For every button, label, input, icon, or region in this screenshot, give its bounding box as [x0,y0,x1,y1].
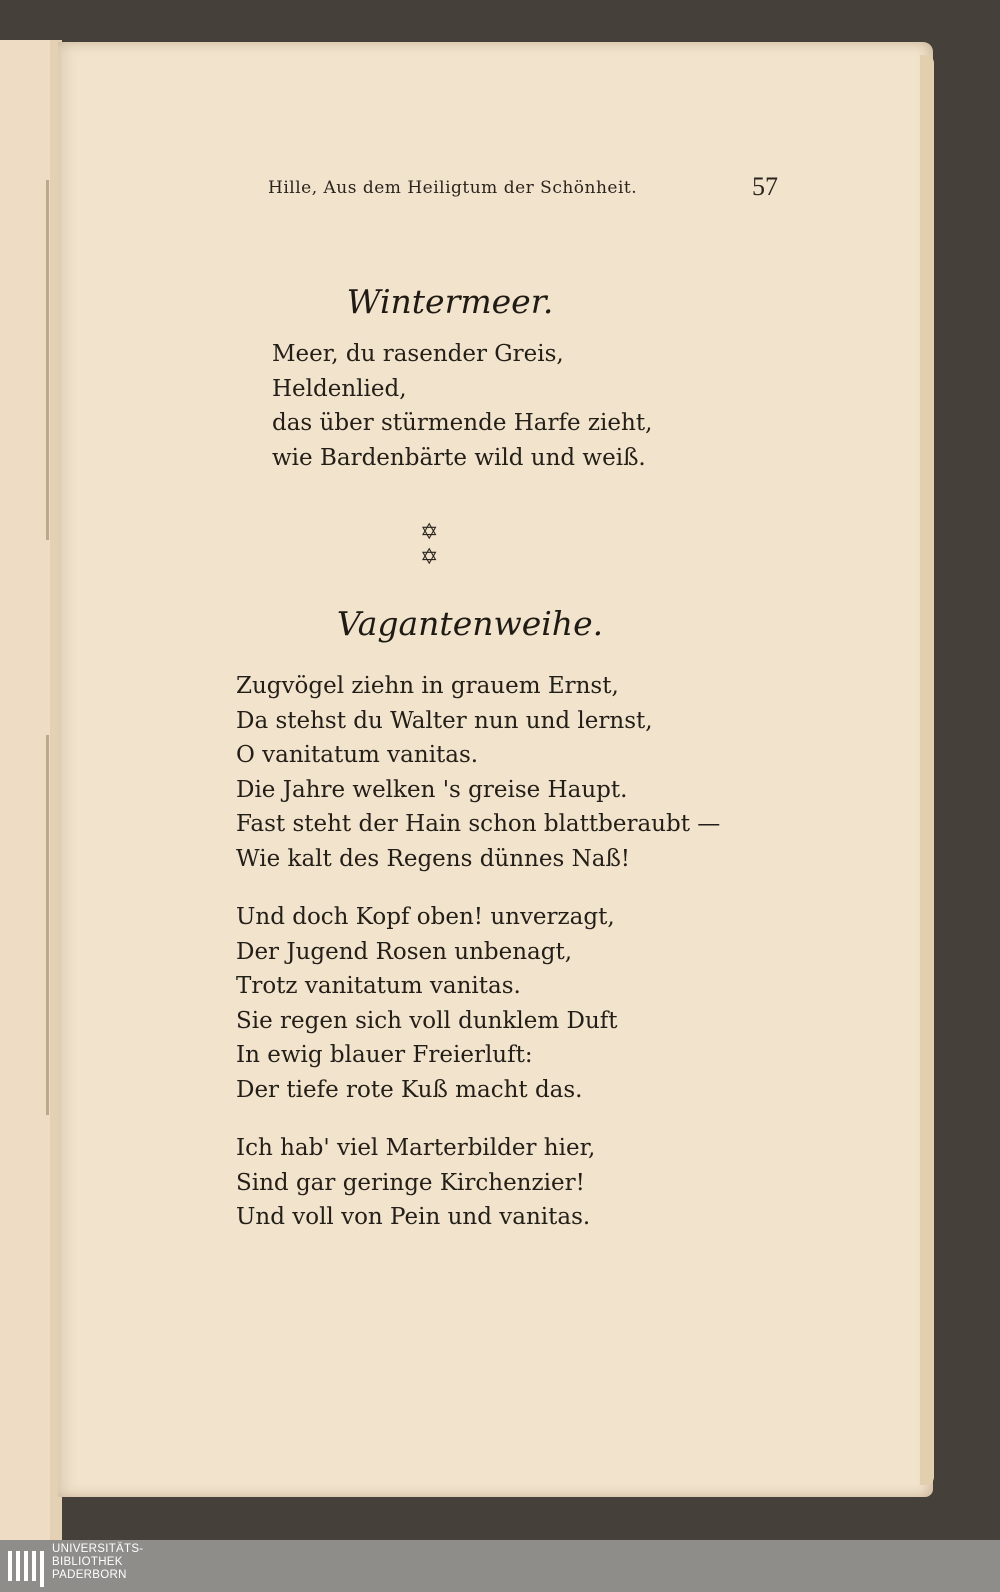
verse-line: Zugvögel ziehn in grauem Ernst, [236,673,619,699]
verse-line: Sind gar geringe Kirchenzier! [236,1169,585,1196]
poem-title: Wintermeer. [346,282,554,321]
library-logo-text [52,1543,143,1582]
footer-bar [0,1540,1000,1592]
binding-stitch [46,735,49,1115]
verse-line: Heldenlied, [272,375,407,402]
logo-line: UNIVERSITÄTS- [52,1543,144,1555]
verse-line: Ich hab' viel Marterbilder hier, [236,1135,596,1161]
logo-line: PADERBORN [52,1569,127,1581]
logo-line: BIBLIOTHEK [52,1556,123,1568]
verse-line: Und voll von Pein und vanitas. [236,1204,591,1230]
verse-line: Wie kalt des Regens dünnes Naß! [236,845,631,872]
poem-stanza [236,669,720,876]
poem-stanza [236,1131,595,1235]
poem-stanza [236,900,618,1107]
running-header: Hille, Aus dem Heiligtum der Schönheit. [268,178,638,198]
verse-line: Der Jugend Rosen unbenagt, [236,938,573,965]
verse-line: Und doch Kopf oben! unverzagt, [236,904,615,930]
verse-line: In ewig blauer Freierluft: [236,1042,533,1068]
verse-line: Die Jahre welken 's greise Haupt. [236,776,628,803]
verse-line: Trotz vanitatum vanitas. [236,973,521,999]
verse-line: das über stürmende Harfe zieht, [272,410,653,436]
poem-title: Vagantenweihe. [336,604,604,643]
verse-line: Meer, du rasender Greis, [272,341,564,367]
library-logo-icon [6,1547,46,1587]
binding-stitch [46,180,49,540]
verse-line: Da stehst du Walter nun und lernst, [236,707,653,734]
verse-line: Der tiefe rote Kuß macht das. [236,1076,583,1103]
section-separator: ✡ ✡ [420,520,477,570]
page-number: 57 [752,172,778,201]
page-edge [920,55,934,1485]
verse-line: Sie regen sich voll dunklem Duft [236,1007,618,1034]
verse-line: O vanitatum vanitas. [236,742,479,768]
poem-stanza [272,337,652,475]
verse-line: wie Bardenbärte wild und weiß. [272,444,646,471]
verse-line: Fast steht der Hain schon blattberaubt — [236,811,721,837]
